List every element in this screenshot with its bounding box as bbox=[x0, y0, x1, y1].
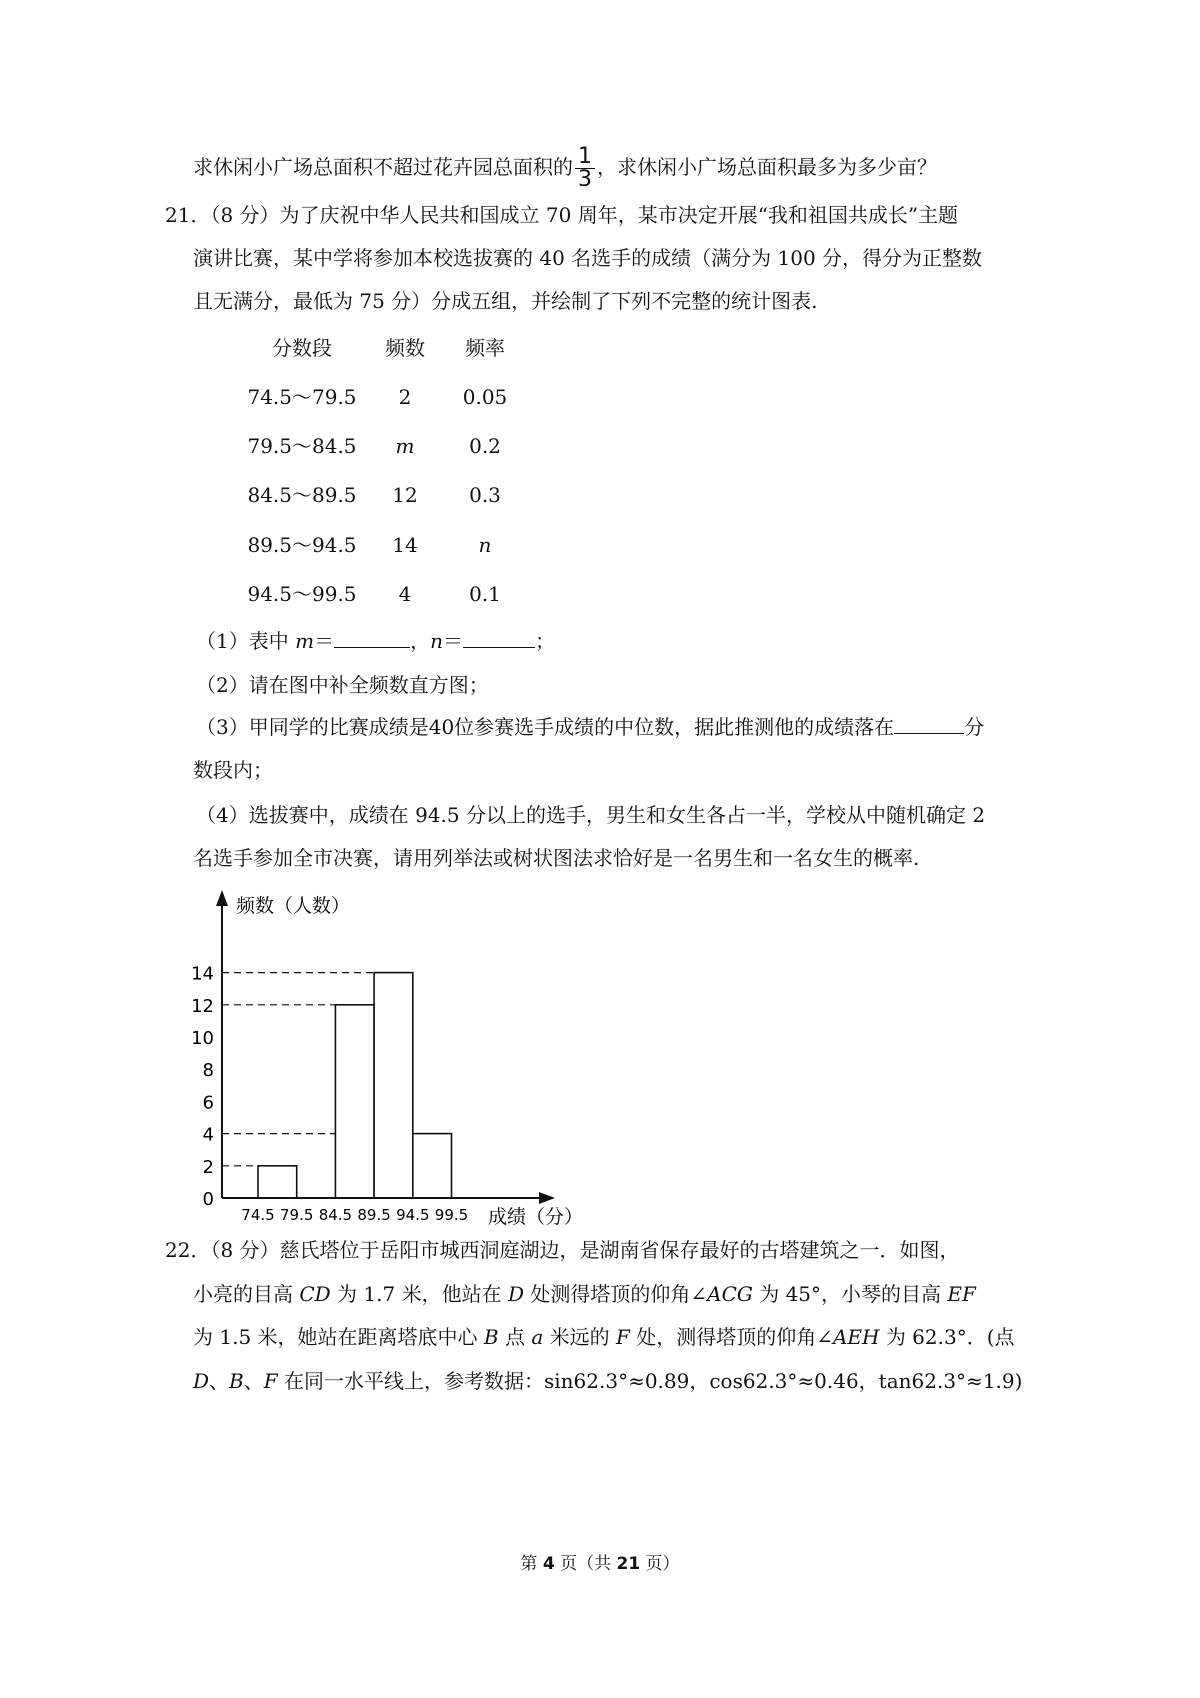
table-row-freq: 0.2 bbox=[469, 434, 501, 458]
table-header-freq: 频率 bbox=[465, 336, 505, 360]
table-row-count: 14 bbox=[392, 533, 418, 557]
q22-line-2: 小亮的目高 CD 为 1.7 米，他站在 D 处测得塔顶的仰角∠ACG 为 45°，小琴的目高 EF bbox=[193, 1282, 976, 1306]
q22-line-3: 为 1.5 米，她站在距离塔底中心 B 点 a 米远的 F 处，测得塔顶的仰角∠AEH 为 62.3°．(点 bbox=[193, 1325, 1015, 1349]
q20-tail-line bbox=[193, 146, 937, 191]
table-row-freq: 0.05 bbox=[462, 385, 508, 409]
q21-line-2: 演讲比赛，某中学将参加本校选拔赛的 40 名选手的成绩（满分为 100 分，得分为正整数 bbox=[193, 246, 983, 270]
q21-sub3: （3）甲同学的比赛成绩是40位参赛选手成绩的中位数，据此推测他的成绩落在 分 bbox=[196, 715, 985, 739]
q21-sub2: （2）请在图中补全频数直方图； bbox=[196, 673, 489, 697]
q21-line-3: 且无满分，最低为 75 分）分成五组，并绘制了下列不完整的统计图表. bbox=[193, 289, 818, 313]
y-axis-arrow bbox=[216, 890, 228, 906]
table-row-freq: 0.3 bbox=[469, 483, 501, 507]
y-axis-label: 频数（人数） bbox=[236, 895, 351, 917]
table-row-range: 89.5～94.5 bbox=[247, 533, 357, 557]
frequency-histogram bbox=[0, 880, 1200, 1260]
table-row-range: 79.5～84.5 bbox=[247, 434, 357, 458]
fraction-one-third: $\frac{1}{3}$ bbox=[575, 146, 595, 191]
table-row-count: 12 bbox=[392, 483, 418, 507]
x-tick-label: 79.5 bbox=[279, 1206, 314, 1224]
x-axis-label: 成绩（分） bbox=[488, 1206, 584, 1228]
q22-line-1: 22．（8 分）慈氏塔位于岳阳市城西洞庭湖边，是湖南省保存最好的古塔建筑之一．如图， bbox=[165, 1238, 960, 1262]
table-row-count: 4 bbox=[398, 582, 412, 606]
x-tick-label: 89.5 bbox=[357, 1206, 391, 1224]
y-tick-label: 4 bbox=[202, 1124, 214, 1146]
answer-blank-n[interactable] bbox=[463, 627, 535, 648]
table-row-count: 2 bbox=[398, 385, 412, 409]
histogram-bar bbox=[413, 1134, 452, 1198]
q20-text-after: ，求休闲小广场总面积最多为多少亩？ bbox=[597, 155, 937, 179]
x-tick-label: 99.5 bbox=[434, 1206, 469, 1224]
histogram-bar bbox=[258, 1166, 297, 1198]
x-tick-label: 74.5 bbox=[241, 1206, 275, 1224]
y-tick-label: 14 bbox=[191, 963, 214, 985]
q21-sub4-line1: （4）选拔赛中，成绩在 94.5 分以上的选手，男生和女生各占一半，学校从中随机确定 2 bbox=[196, 803, 986, 827]
answer-blank-median-range[interactable] bbox=[894, 713, 964, 734]
answer-blank-m[interactable] bbox=[334, 627, 410, 648]
q21-sub4-line2: 名选手参加全市决赛，请用列举法或树状图法求恰好是一名男生和一名女生的概率. bbox=[193, 846, 920, 870]
x-axis-arrow bbox=[539, 1192, 555, 1204]
table-row-range: 74.5～79.5 bbox=[247, 385, 357, 409]
q21-sub3-line2: 数段内； bbox=[193, 758, 273, 782]
table-row-count: m bbox=[395, 434, 415, 458]
histogram-bar bbox=[374, 973, 413, 1198]
total-pages: 21 bbox=[616, 1554, 641, 1574]
table-row-freq: 0.1 bbox=[469, 582, 501, 606]
q21-line-1: 21．（8 分）为了庆祝中华人民共和国成立 70 周年，某市决定开展“我和祖国共成长”主题 bbox=[165, 203, 959, 227]
x-tick-label: 84.5 bbox=[318, 1206, 353, 1224]
x-tick-label: 94.5 bbox=[396, 1206, 430, 1224]
q22-line-4: D、B、F 在同一水平线上，参考数据：sin62.3°≈0.89，cos62.3°≈0.46，tan62.3°≈1.9) bbox=[193, 1369, 1023, 1393]
y-tick-label: 10 bbox=[191, 1028, 214, 1049]
q21-sub1: （1）表中 m＝ ，n＝ ； bbox=[196, 629, 555, 653]
q20-text-before: 求休闲小广场总面积不超过花卉园总面积的 bbox=[193, 155, 573, 179]
histogram-bar bbox=[335, 1005, 374, 1198]
table-row-range: 94.5～99.5 bbox=[247, 582, 357, 606]
y-tick-label: 8 bbox=[202, 1060, 214, 1082]
y-tick-label: 12 bbox=[191, 995, 214, 1017]
table-row-range: 84.5～89.5 bbox=[247, 483, 357, 507]
table-header-range: 分数段 bbox=[272, 336, 332, 360]
y-tick-label: 2 bbox=[202, 1156, 214, 1178]
y-tick-label: 6 bbox=[202, 1092, 214, 1114]
table-row-freq: n bbox=[478, 533, 492, 557]
page-number: 4 bbox=[542, 1554, 555, 1574]
y-tick-label: 0 bbox=[202, 1189, 214, 1210]
page-footer: 第 4 页（共 21 页） bbox=[520, 1554, 680, 1574]
table-header-count: 频数 bbox=[385, 336, 425, 360]
